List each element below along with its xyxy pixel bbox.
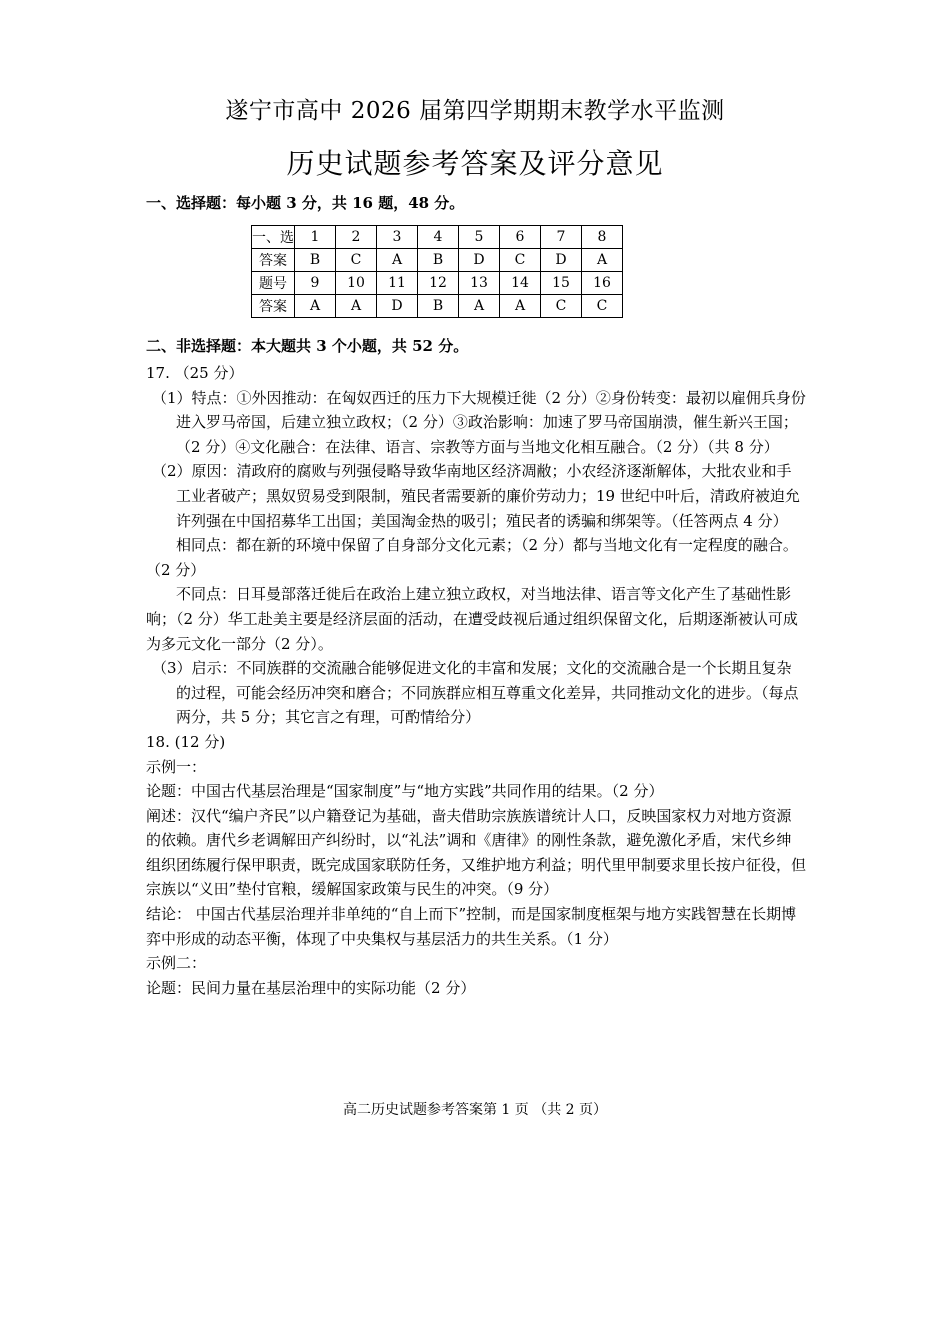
example-1-argument: 阐述：汉代“编户齐民”以户籍登记为基础，啬夫借助宗族族谱统计人口，反映国家权力对地方资源的依赖。唐代乡老调解田产纠纷时，以“礼法”调和《唐律》的刚性条款，避免激化矛盾，宋代乡绅组织团练履行保甲职责，既完成国家联防任务，又维护地方利益；明代里甲制要求里长按户征役，但宗族以“义田”垫付官粮，缓解国家政策与民生的冲突。（9 分） — [146, 806, 807, 899]
answer-17-2: （2）原因：清政府的腐败与列强侵略导致华南地区经济凋敝；小农经济逐渐解体，大批农业和手工业者破产；黑奴贸易受到限制，殖民者需要新的廉价劳动力；19 世纪中叶后，清政府被迫允许列强在中国招募华工出国；美国淘金热的吸引；殖民者的诱骗和绑架等。（任答两点 4 分） — [152, 462, 800, 530]
table-cell: 10 — [336, 272, 377, 295]
example-1-conclusion: 结论： 中国古代基层治理并非单纯的“自上而下”控制，而是国家制度框架与地方实践智慧在长期博弈中形成的动态平衡，体现了中央集权与基层活力的共生关系。（1 分） — [146, 905, 797, 948]
table-cell: 3 — [377, 226, 418, 249]
table-cell: A — [336, 295, 377, 318]
table-cell: 11 — [377, 272, 418, 295]
answer-17-3: （3）启示：不同族群的交流融合能够促进文化的丰富和发展；文化的交流融合是一个长期且复杂的过程，可能会经历冲突和磨合；不同族群应相互尊重文化差异，共同推动文化的进步。（每点两分，共 5 分；其它言之有理，可酌情给分） — [152, 659, 799, 727]
table-cell: C — [582, 295, 623, 318]
example-1-thesis: 论题：中国古代基层治理是“国家制度”与“地方实践”共同作用的结果。（2 分） — [146, 782, 664, 801]
table-cell: 一、选 — [252, 226, 295, 249]
question-18-header: 18. (12 分) — [146, 732, 226, 751]
example-2-label: 示例二： — [146, 954, 207, 973]
table-cell: C — [336, 249, 377, 272]
table-cell: B — [418, 295, 459, 318]
answer-17-similarities: 相同点：都在新的环境中保留了自身部分文化元素；（2 分）都与当地文化有一定程度的融合。（2 分） — [146, 536, 798, 579]
table-cell: 答案 — [252, 295, 295, 318]
answer-17-1: （1）特点：①外因推动：在匈奴西迁的压力下大规模迁徙（2 分）②身份转变：最初以雇佣兵身份进入罗马帝国，后建立独立政权；（2 分）③政治影响：加速了罗马帝国崩溃，催生新兴王国；（2 分）④文化融合：在法律、语言、宗教等方面与当地文化相互融合。（2 分）（共 8 分） — [152, 388, 806, 456]
document-subtitle: 历史试题参考答案及评分意见 — [286, 147, 664, 180]
table-row — [252, 295, 623, 318]
table-cell: B — [418, 249, 459, 272]
table-cell: 9 — [295, 272, 336, 295]
table-cell: C — [541, 295, 582, 318]
table-cell: 题号 — [252, 272, 295, 295]
answer-table — [251, 225, 623, 318]
table-cell: D — [377, 295, 418, 318]
table-row — [252, 226, 623, 249]
example-2-thesis: 论题：民间力量在基层治理中的实际功能（2 分） — [146, 978, 476, 997]
page-footer: 高二历史试题参考答案第 1 页 （共 2 页） — [342, 1102, 608, 1118]
table-cell: 16 — [582, 272, 623, 295]
table-cell: 2 — [336, 226, 377, 249]
example-1-label: 示例一： — [146, 757, 207, 776]
section2-heading: 二、非选择题：本大题共 3 个小题，共 52 分。 — [146, 337, 469, 355]
table-cell: B — [295, 249, 336, 272]
table-row — [252, 249, 623, 272]
section1-heading: 一、选择题：每小题 3 分，共 16 题，48 分。 — [146, 194, 465, 212]
table-cell: 答案 — [252, 249, 295, 272]
table-cell: A — [377, 249, 418, 272]
table-cell: A — [459, 295, 500, 318]
table-cell: 6 — [500, 226, 541, 249]
answer-17-differences: 不同点：日耳曼部落迁徙后在政治上建立独立政权，对当地法律、语言等文化产生了基础性影响；（2 分）华工赴美主要是经济层面的活动，在遭受歧视后通过组织保留文化，后期逐渐被认可成为多元文化一部分（2 分）。 — [146, 585, 798, 653]
table-cell: A — [582, 249, 623, 272]
table-cell: 8 — [582, 226, 623, 249]
table-row — [252, 272, 623, 295]
table-cell: A — [295, 295, 336, 318]
table-cell: D — [459, 249, 500, 272]
table-cell: 7 — [541, 226, 582, 249]
answer-body — [146, 361, 806, 1000]
table-cell: A — [500, 295, 541, 318]
question-17-header: 17. （25 分） — [146, 364, 244, 382]
table-cell: D — [541, 249, 582, 272]
table-cell: 4 — [418, 226, 459, 249]
table-cell: 12 — [418, 272, 459, 295]
table-cell: 1 — [295, 226, 336, 249]
table-cell: C — [500, 249, 541, 272]
table-cell: 15 — [541, 272, 582, 295]
table-cell: 14 — [500, 272, 541, 295]
table-cell: 13 — [459, 272, 500, 295]
document-title: 遂宁市高中 2026 届第四学期期末教学水平监测 — [225, 98, 725, 124]
table-cell: 5 — [459, 226, 500, 249]
